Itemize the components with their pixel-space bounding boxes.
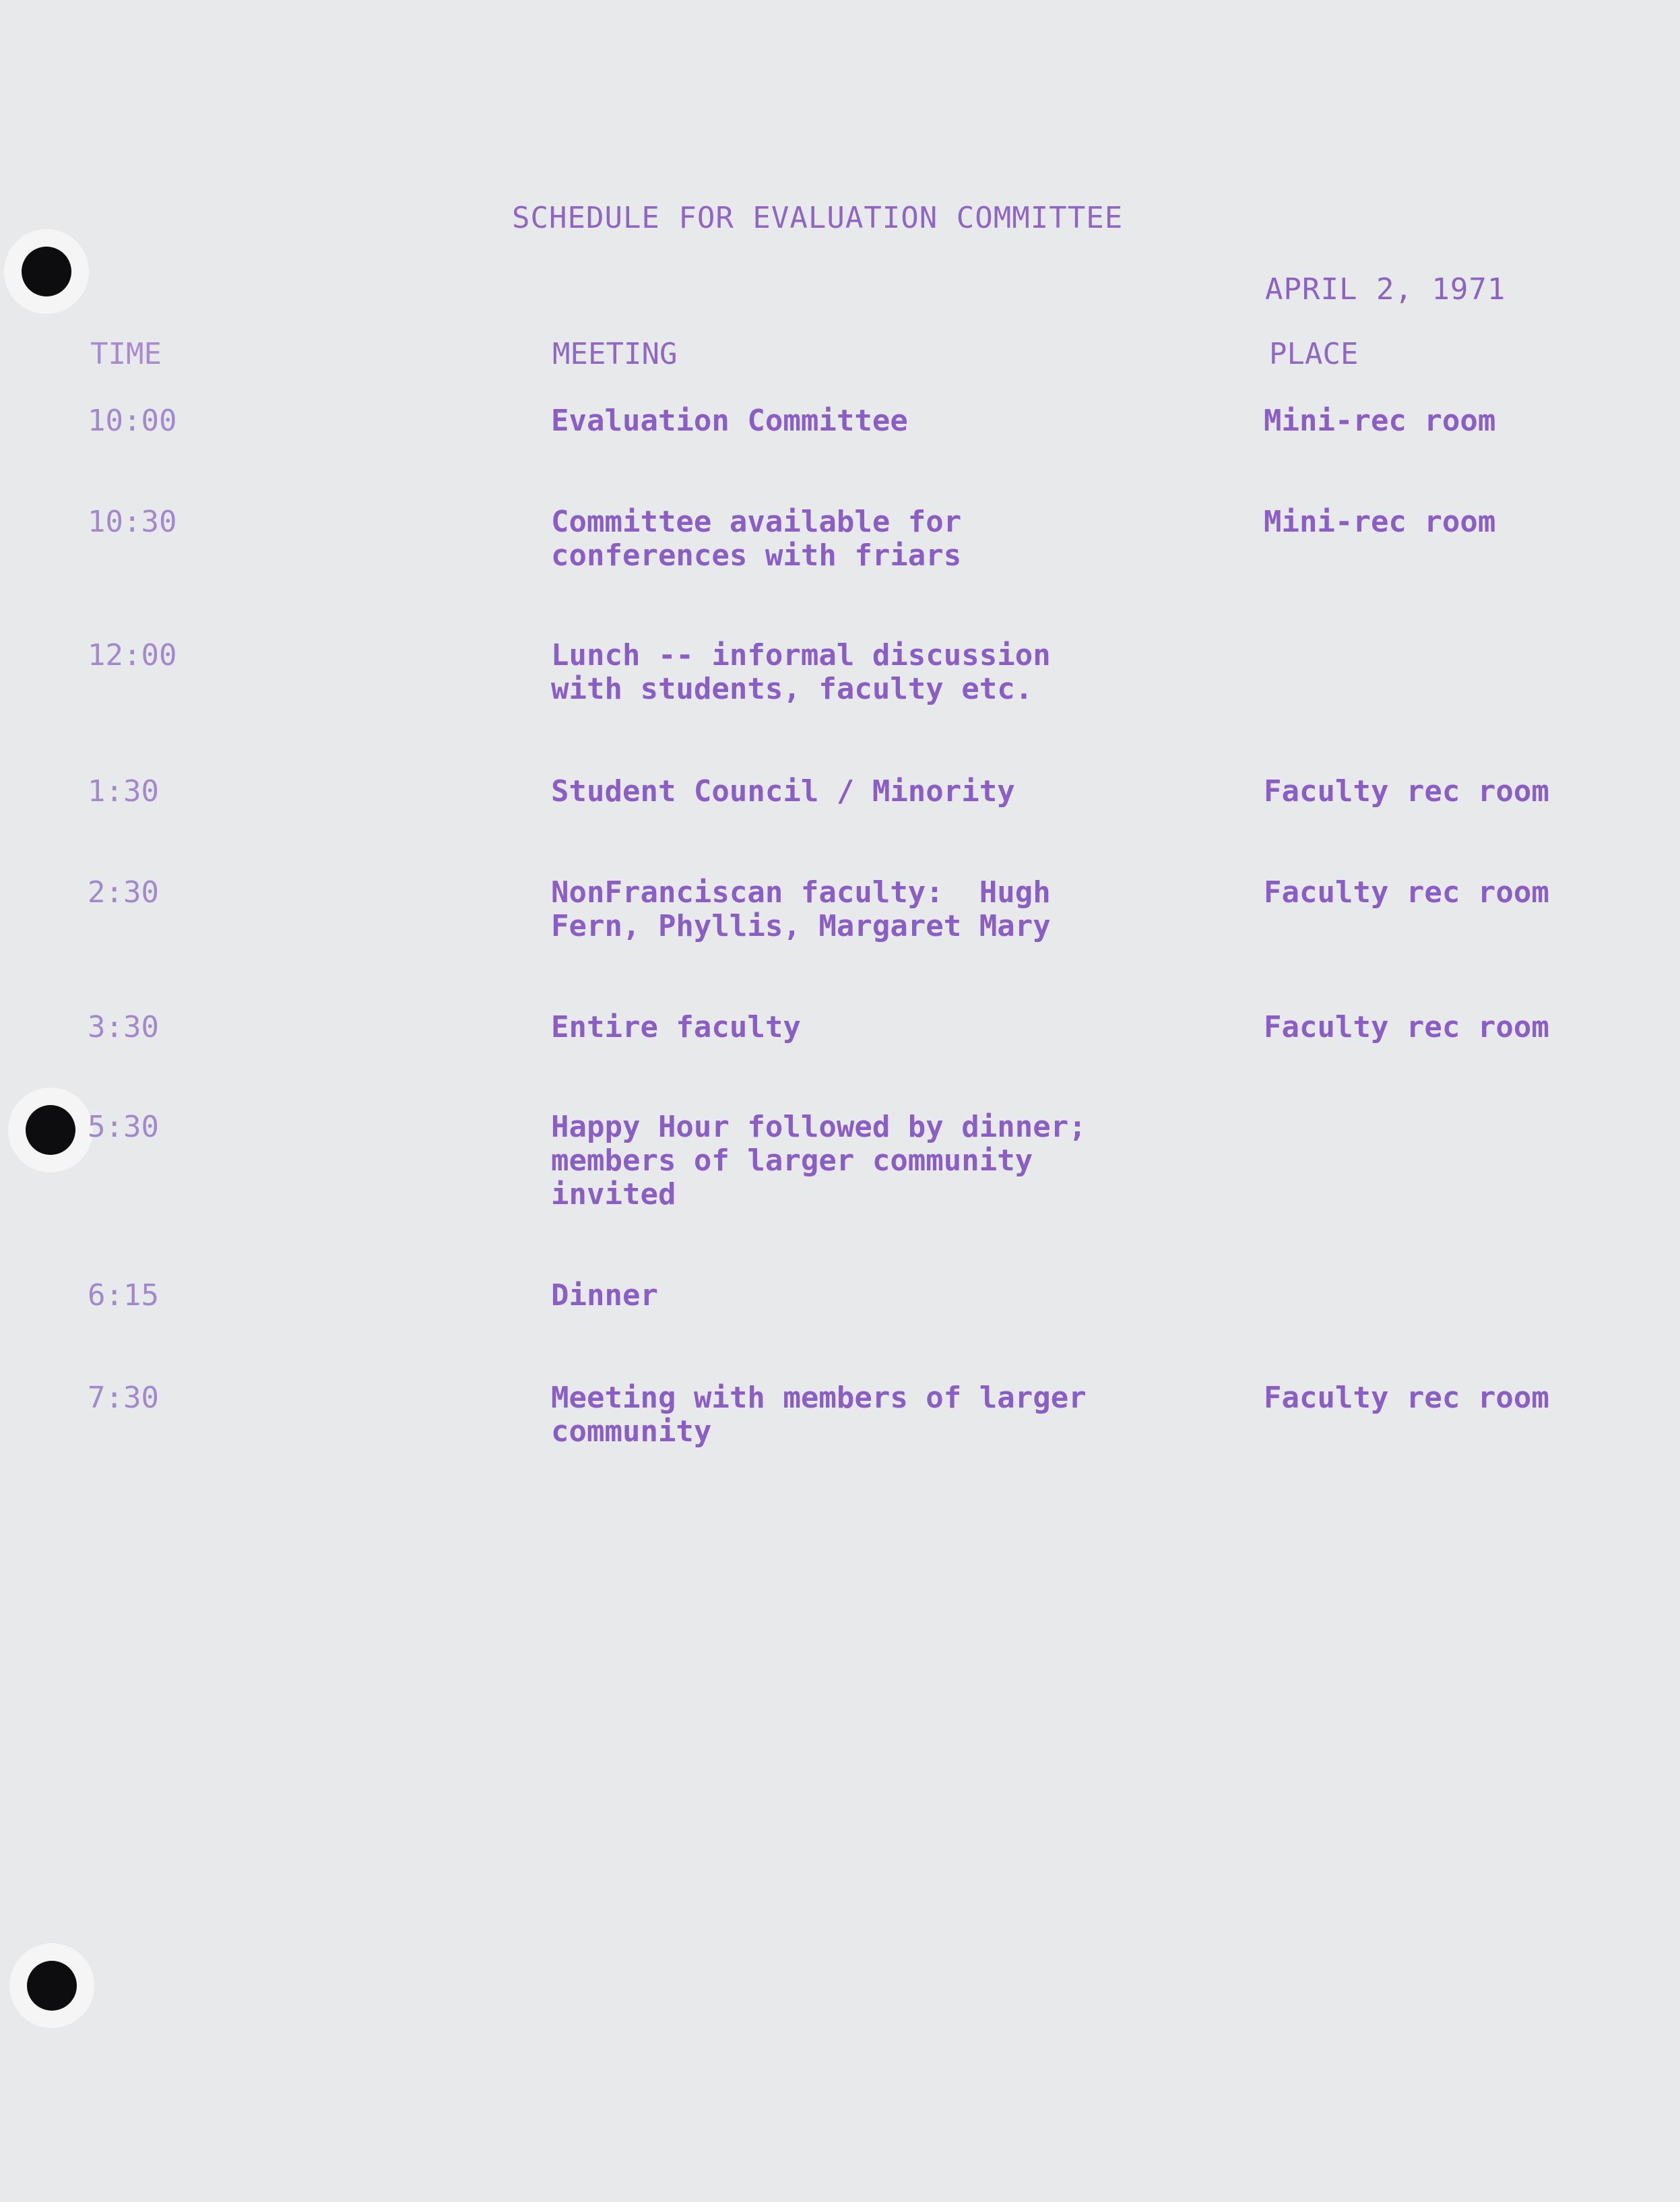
punch-hole [26,1105,75,1155]
column-header-meeting: MEETING [552,337,678,371]
schedule-meeting: Evaluation Committee [551,404,908,438]
schedule-time: 5:30 [88,1110,159,1144]
schedule-time: 7:30 [88,1381,159,1415]
schedule-meeting: Student Council / Minority [551,774,1015,809]
schedule-time: 2:30 [88,875,159,910]
punch-hole [22,247,71,296]
schedule-meeting: Meeting with members of larger community [551,1381,1087,1449]
document-title: SCHEDULE FOR EVALUATION COMMITTEE [512,201,1124,235]
schedule-meeting: NonFranciscan faculty: Hugh Fern, Phyllis, Margaret Mary [551,875,1051,943]
schedule-place: Mini-rec room [1264,404,1496,438]
document-date: APRIL 2, 1971 [1265,272,1506,307]
schedule-meeting: Dinner [551,1278,658,1313]
schedule-time: 1:30 [88,774,159,809]
schedule-place: Faculty rec room [1264,774,1549,809]
schedule-place: Faculty rec room [1264,1381,1549,1415]
column-header-place: PLACE [1269,337,1359,371]
schedule-place: Faculty rec room [1264,1010,1549,1044]
schedule-place: Faculty rec room [1264,875,1549,910]
schedule-meeting: Entire faculty [551,1010,801,1044]
punch-hole [27,1961,77,2011]
schedule-time: 3:30 [88,1010,159,1044]
column-header-time: TIME [90,337,162,371]
schedule-meeting: Committee available for conferences with friars [551,505,962,573]
schedule-time: 6:15 [88,1278,159,1313]
schedule-time: 10:00 [88,404,177,438]
schedule-meeting: Lunch -- informal discussion with students, faculty etc. [551,638,1051,706]
schedule-time: 10:30 [88,505,177,539]
schedule-meeting: Happy Hour followed by dinner; members of larger community invited [551,1110,1087,1212]
schedule-place: Mini-rec room [1264,505,1496,539]
schedule-time: 12:00 [88,638,177,672]
